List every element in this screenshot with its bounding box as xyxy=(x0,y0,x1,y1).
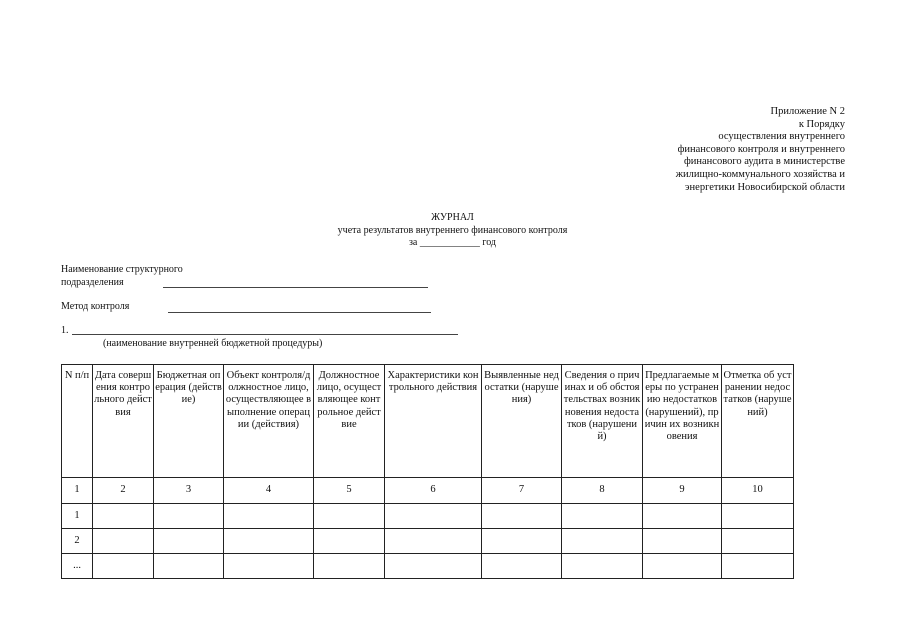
column-number-cell: 6 xyxy=(385,478,482,504)
table-cell[interactable] xyxy=(643,504,722,529)
journal-year-line: за ____________ год xyxy=(408,237,497,248)
table-cell[interactable] xyxy=(385,529,482,554)
header-cell: Сведения о причинах и об обстоятельствах возникновения недостатков (нарушений) xyxy=(562,365,643,478)
appendix-line: финансового аудита в министерстве xyxy=(683,156,845,168)
table-cell[interactable] xyxy=(154,554,224,579)
journal-subtitle: учета результатов внутреннего финансового контроля xyxy=(337,224,568,236)
column-number-cell: 5 xyxy=(314,478,385,504)
subdivision-label xyxy=(61,264,183,289)
header-cell: Дата совершения контрольного действия xyxy=(93,365,154,478)
table-cell[interactable] xyxy=(224,504,314,529)
column-number-cell: 7 xyxy=(482,478,562,504)
table-cell[interactable] xyxy=(722,504,794,529)
table-header-row xyxy=(62,365,794,478)
header-cell: Отметка об устранении недостатков (нарушений) xyxy=(722,365,794,478)
table-cell[interactable] xyxy=(314,554,385,579)
appendix-line: жилищно-коммунального хозяйства и xyxy=(675,168,845,180)
column-number-cell: 4 xyxy=(224,478,314,504)
header-cell: Бюджетная операция (действие) xyxy=(154,365,224,478)
table-cell[interactable] xyxy=(722,529,794,554)
column-number-cell: 3 xyxy=(154,478,224,504)
title-block xyxy=(0,212,905,250)
header-cell: N п/п xyxy=(62,365,93,478)
appendix-line: к Порядку xyxy=(798,118,845,130)
appendix-line: финансового контроля и внутреннего xyxy=(677,143,845,155)
column-number-row xyxy=(62,478,794,504)
journal-table xyxy=(61,364,794,579)
table-cell[interactable] xyxy=(93,529,154,554)
table-cell[interactable] xyxy=(385,554,482,579)
procedure-caption: (наименование внутренней бюджетной процедуры) xyxy=(103,338,323,349)
appendix-line: Приложение N 2 xyxy=(770,106,845,117)
table-cell[interactable] xyxy=(93,504,154,529)
procedure-field-line[interactable] xyxy=(72,334,458,335)
journal-heading: ЖУРНАЛ xyxy=(431,212,474,223)
row-number-cell: ... xyxy=(62,554,93,579)
table-row xyxy=(62,504,794,529)
column-number-cell: 9 xyxy=(643,478,722,504)
table-cell[interactable] xyxy=(154,529,224,554)
table-cell[interactable] xyxy=(224,529,314,554)
method-label: Метод контроля xyxy=(61,301,130,312)
table-cell[interactable] xyxy=(314,529,385,554)
column-number-cell: 1 xyxy=(62,478,93,504)
table-cell[interactable] xyxy=(314,504,385,529)
table-cell[interactable] xyxy=(562,504,643,529)
table-cell[interactable] xyxy=(562,529,643,554)
table-cell[interactable] xyxy=(385,504,482,529)
header-cell: Предлагаемые меры по устранению недостатков (нарушений), причин их возникновения xyxy=(643,365,722,478)
method-field-line[interactable] xyxy=(168,312,431,313)
table-cell[interactable] xyxy=(643,529,722,554)
table-cell[interactable] xyxy=(482,529,562,554)
appendix-block xyxy=(605,106,845,194)
table-cell[interactable] xyxy=(224,554,314,579)
column-number-cell: 2 xyxy=(93,478,154,504)
appendix-line: энергетики Новосибирской области xyxy=(685,181,845,193)
row-number-cell: 2 xyxy=(62,529,93,554)
procedure-prefix: 1. xyxy=(61,325,69,336)
header-cell: Выявленные недостатки (нарушения) xyxy=(482,365,562,478)
subdivision-field-line[interactable] xyxy=(163,287,428,288)
subdivision-label-line1: Наименование структурного xyxy=(61,264,183,275)
column-number-cell: 10 xyxy=(722,478,794,504)
subdivision-label-line2: подразделения xyxy=(61,276,124,288)
table-cell[interactable] xyxy=(482,554,562,579)
table-cell[interactable] xyxy=(482,504,562,529)
header-cell: Характеристики контрольного действия xyxy=(385,365,482,478)
table-cell[interactable] xyxy=(643,554,722,579)
header-cell: Должностное лицо, осуществляющее контрольное действие xyxy=(314,365,385,478)
header-cell: Объект контроля/должностное лицо, осуществляющее выполнение операции (действия) xyxy=(224,365,314,478)
table-cell[interactable] xyxy=(154,504,224,529)
table-row xyxy=(62,529,794,554)
appendix-line: осуществления внутреннего xyxy=(718,131,845,143)
row-number-cell: 1 xyxy=(62,504,93,529)
column-number-cell: 8 xyxy=(562,478,643,504)
table-cell[interactable] xyxy=(93,554,154,579)
table-cell[interactable] xyxy=(562,554,643,579)
table-row xyxy=(62,554,794,579)
table-cell[interactable] xyxy=(722,554,794,579)
